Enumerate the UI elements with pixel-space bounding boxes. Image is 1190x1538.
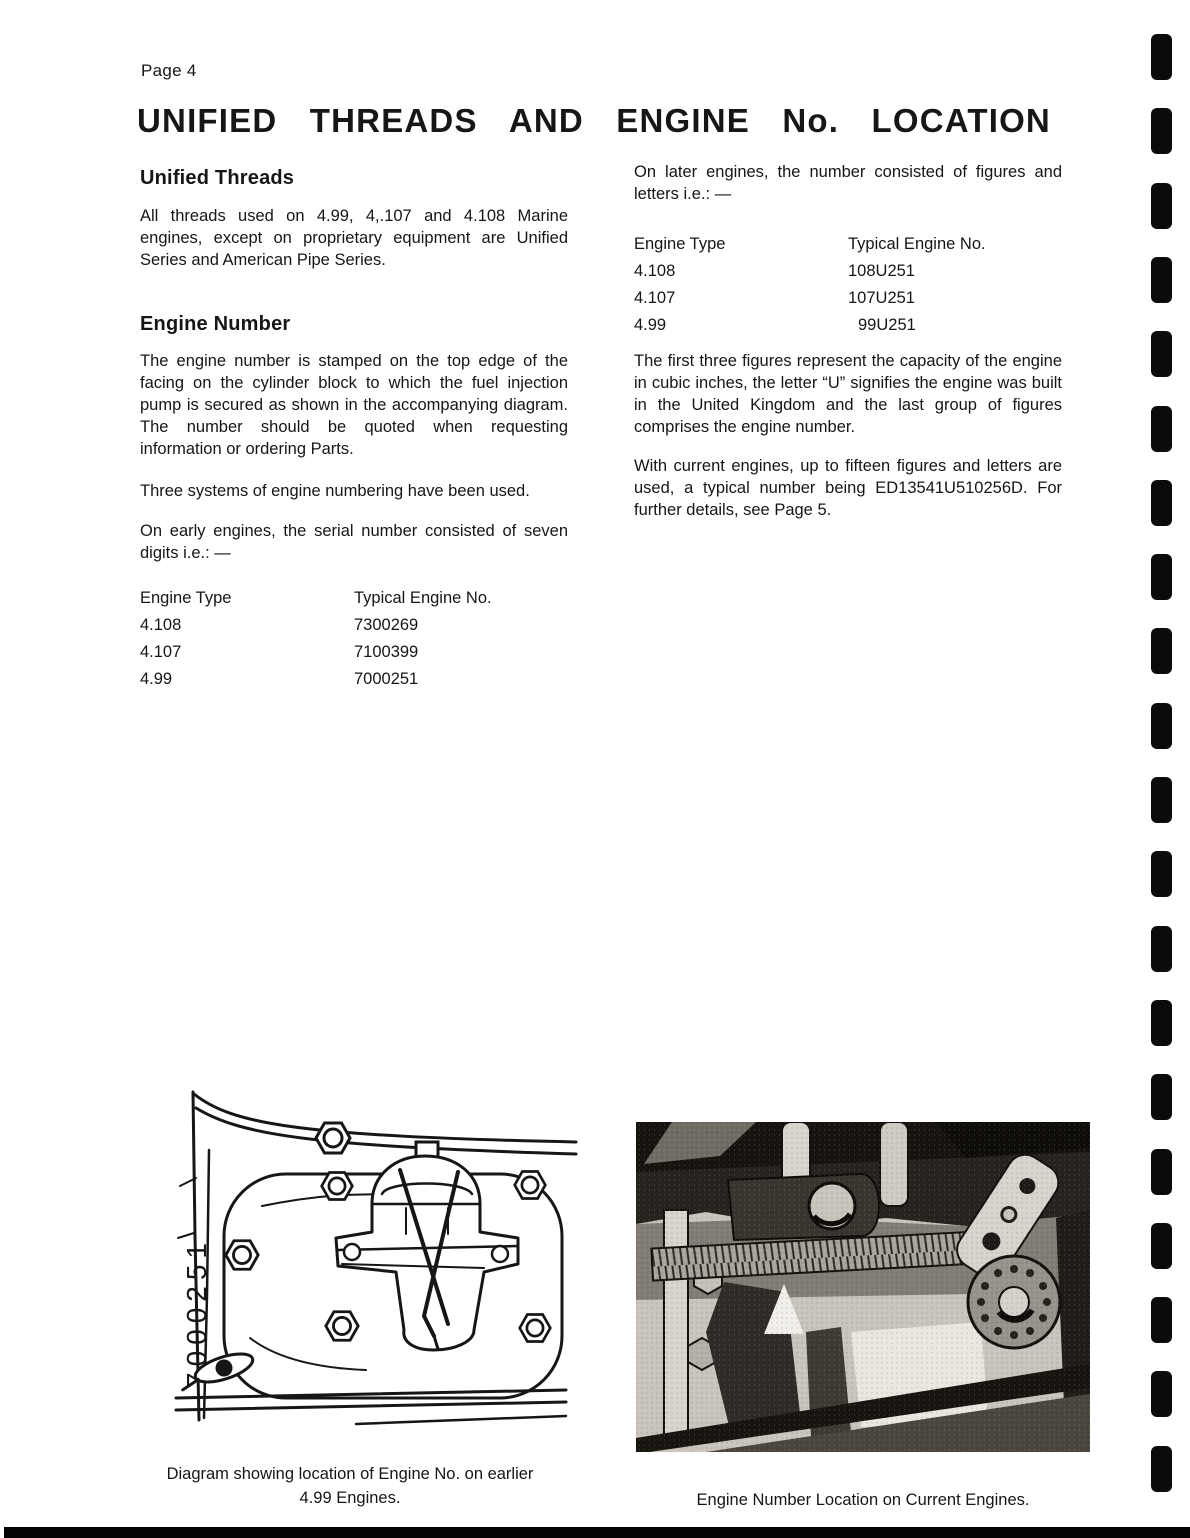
binding-hole-mark (1151, 777, 1172, 823)
table-row (634, 258, 1062, 285)
table-row (634, 285, 1062, 312)
table-row (140, 666, 568, 693)
engine-type-cell: 4.107 (634, 289, 676, 307)
table-header-row (140, 585, 568, 612)
table-header-row (634, 231, 1062, 258)
typical-no-cell: 108U251 (848, 262, 915, 280)
column-header-typical-engine-no: Typical Engine No. (848, 235, 986, 253)
binding-hole-mark (1151, 406, 1172, 452)
binding-hole-mark (1151, 257, 1172, 303)
binding-hole-mark (1151, 1297, 1172, 1343)
hex-bolt-icon (515, 1172, 546, 1199)
hex-bolt-icon (322, 1173, 353, 1200)
current-engine-photo-figure (636, 1122, 1090, 1452)
hex-bolt-icon (316, 1123, 350, 1153)
typical-no-cell: 7100399 (354, 643, 419, 661)
page-title: UNIFIED THREADS AND ENGINE No. LOCATION (137, 102, 1051, 139)
binding-hole-mark (1151, 703, 1172, 749)
early-engine-number-table (140, 585, 568, 693)
engine-number-stamp: 7000251 (181, 1236, 212, 1388)
early-engine-diagram-figure (166, 1086, 578, 1454)
engine-number-paragraph-2: Three systems of engine numbering have been used. (140, 482, 530, 500)
binding-hole-mark (1151, 1446, 1172, 1492)
engine-type-cell: 4.107 (140, 643, 182, 661)
engine-number-heading: Engine Number (140, 313, 291, 335)
binding-hole-mark (1151, 554, 1172, 600)
hex-bolt-icon (326, 1312, 358, 1341)
right-column (634, 161, 1062, 521)
column-header-typical-engine-no: Typical Engine No. (354, 589, 492, 607)
scan-bottom-bar (4, 1527, 1190, 1538)
binding-hole-mark (1151, 1000, 1172, 1046)
unified-threads-paragraph: All threads used on 4.99, 4,.107 and 4.108 Marine engines, except on proprietary equipment are Unified Series and American Pipe Series. (140, 207, 568, 269)
early-engine-diagram (166, 1086, 578, 1454)
binding-hole-mark (1151, 480, 1172, 526)
capacity-paragraph: The first three figures represent the capacity of the engine in cubic inches, the letter “U” signifies the engine was built in the United Kingdom and the last group of figures comprises the engine number. (634, 352, 1062, 436)
engine-type-cell: 4.108 (140, 616, 182, 634)
engine-type-cell: 4.99 (140, 670, 173, 688)
later-engines-paragraph: On later engines, the number consisted of figures and letters i.e.: — (634, 163, 1062, 203)
typical-no-cell: 7300269 (354, 616, 419, 634)
binding-hole-mark (1151, 1074, 1172, 1120)
hex-bolt-icon (226, 1241, 258, 1270)
engine-number-paragraph-1: The engine number is stamped on the top edge of the facing on the cylinder block to which the fuel injection pump is secured as shown in the accompanying diagram. The number should be quoted when requesting information or ordering Parts. (140, 352, 568, 458)
later-engine-number-table (634, 231, 1062, 339)
typical-no-cell: 7000251 (354, 670, 419, 688)
binding-hole-mark (1151, 926, 1172, 972)
current-photo-caption: Engine Number Location on Current Engines. (696, 1491, 1030, 1509)
binding-hole-mark (1151, 34, 1172, 80)
current-engine-photo (636, 1122, 1090, 1452)
current-engines-paragraph: With current engines, up to fifteen figures and letters are used, a typical number being ED13541U510256D. For further details, see Page 5. (634, 457, 1062, 519)
binding-hole-mark (1151, 1149, 1172, 1195)
typical-no-cell: 99U251 (858, 316, 916, 334)
binding-hole-mark (1151, 851, 1172, 897)
table-row (140, 612, 568, 639)
binding-hole-mark (1151, 1371, 1172, 1417)
early-diagram-caption: Diagram showing location of Engine No. on earlier 4.99 Engines. (166, 1465, 534, 1507)
column-header-engine-type: Engine Type (634, 235, 726, 253)
engine-number-paragraph-3: On early engines, the serial number consisted of seven digits i.e.: — (140, 522, 568, 562)
binding-hole-mark (1151, 183, 1172, 229)
unified-threads-heading: Unified Threads (140, 167, 295, 189)
table-row (140, 639, 568, 666)
engine-type-cell: 4.108 (634, 262, 676, 280)
left-column (140, 166, 568, 693)
engine-type-cell: 4.99 (634, 316, 667, 334)
page-number: Page 4 (141, 61, 197, 80)
typical-no-cell: 107U251 (848, 289, 915, 307)
table-row (634, 312, 1062, 339)
column-header-engine-type: Engine Type (140, 589, 232, 607)
hex-bolt-icon (520, 1315, 551, 1342)
binding-hole-mark (1151, 628, 1172, 674)
binding-hole-mark (1151, 108, 1172, 154)
binding-hole-mark (1151, 1223, 1172, 1269)
binding-hole-mark (1151, 331, 1172, 377)
